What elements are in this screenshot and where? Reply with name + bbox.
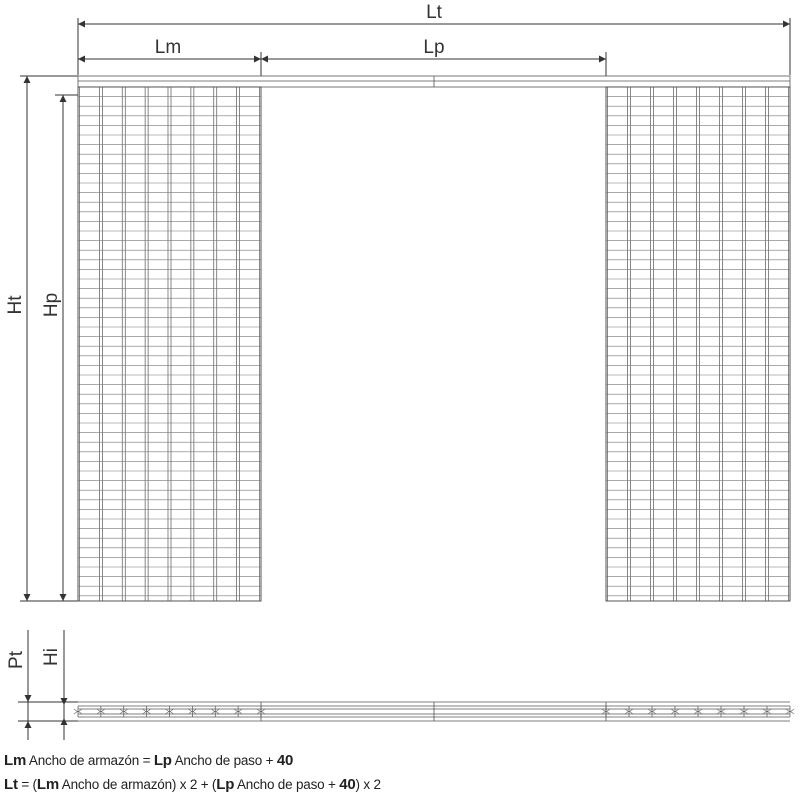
right-frame-grid	[606, 87, 790, 601]
formula-lp-symbol: Lp	[153, 752, 172, 769]
formula-lt-value: 40	[339, 776, 356, 793]
plan-view-profile	[78, 702, 790, 721]
left-frame-grid	[78, 87, 261, 601]
formula-lt-symbol: Lt	[4, 776, 18, 793]
formula-lp-desc: Ancho de paso +	[171, 753, 277, 768]
dimension-ht-hp	[20, 76, 78, 601]
formula-lt-close: ) x 2	[355, 777, 381, 792]
dimension-pt-hi	[18, 630, 78, 740]
formula-lt-lm-desc: Ancho de armazón) x 2 + (	[58, 777, 217, 792]
label-lm: Lm	[154, 37, 182, 58]
formula-lt	[4, 773, 381, 797]
formula-value: 40	[276, 752, 294, 769]
formula-lt-lp-symbol: Lp	[216, 776, 235, 793]
formula-lm-symbol: Lm	[4, 752, 27, 769]
label-hi: Hi	[41, 648, 62, 666]
header-rail	[78, 76, 790, 87]
formula-lt-lp-desc: Ancho de paso +	[234, 777, 340, 792]
formula-lt-open: = (	[17, 777, 37, 792]
label-ht: Ht	[5, 295, 26, 315]
formula-lm-desc: Ancho de armazón =	[26, 753, 154, 768]
label-lp: Lp	[423, 37, 445, 58]
label-hp: Hp	[41, 292, 62, 318]
label-pt: Pt	[6, 651, 27, 669]
formula-lm	[4, 749, 381, 773]
formula-lt-lm-symbol: Lm	[36, 776, 59, 793]
formulas	[4, 749, 381, 797]
label-lt: Lt	[426, 2, 442, 23]
